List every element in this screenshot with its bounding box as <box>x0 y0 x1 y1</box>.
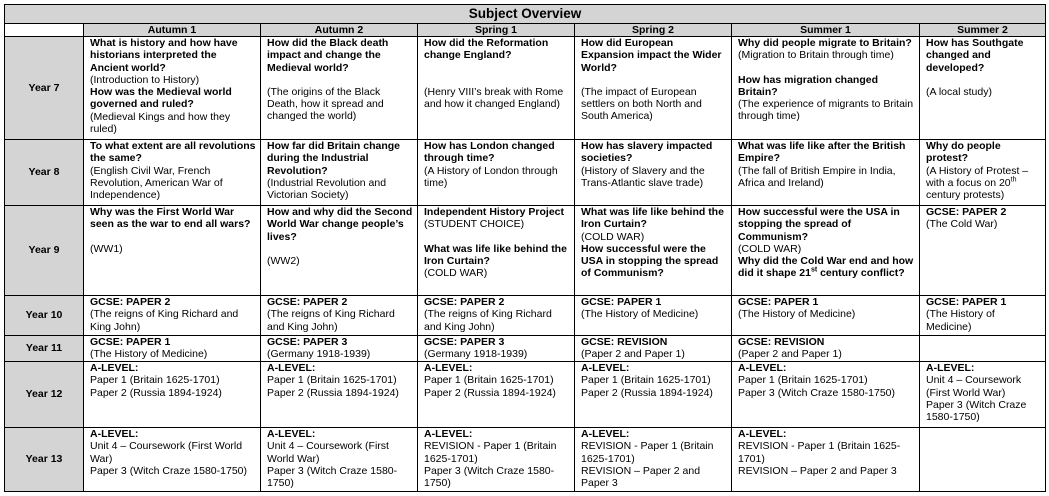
cell-text: (Introduction to History) <box>90 73 200 86</box>
cell-heading: What was life like after the British Empire? <box>738 140 906 165</box>
cell-heading: How successful were the USA in stopping the spread of Communism? <box>581 242 719 280</box>
cell-text: (WW1) <box>90 242 123 255</box>
cell-heading: A-LEVEL: <box>424 362 473 374</box>
cell-heading: A-LEVEL: <box>581 428 630 440</box>
cell-text: REVISION - Paper 1 (Britain 1625-1701) <box>424 440 557 465</box>
cell-text: Paper 2 (Russia 1894-1924) <box>581 386 713 399</box>
column-header: Spring 1 <box>418 24 575 37</box>
cell-text: Paper 1 (Britain 1625-1701) <box>267 374 397 387</box>
cell-heading: GCSE: PAPER 2 <box>90 296 171 308</box>
cell-text: Paper 3 (Witch Craze 1580-1750) <box>738 386 895 399</box>
table-cell <box>84 37 261 140</box>
cell-text: Paper 1 (Britain 1625-1701) <box>581 374 711 387</box>
table-row <box>5 140 1046 206</box>
cell-text: (The History of Medicine) <box>738 308 856 321</box>
cell-heading: GCSE: PAPER 2 <box>267 296 348 308</box>
cell-heading: A-LEVEL: <box>738 428 787 440</box>
corner-cell <box>5 24 84 37</box>
table-cell <box>732 140 920 206</box>
cell-text: (The History of Medicine) <box>90 348 208 361</box>
cell-text: (COLD WAR) <box>738 242 802 255</box>
subject-overview-table <box>4 4 1046 492</box>
cell-heading: How has slavery impacted societies? <box>581 140 713 165</box>
table-cell <box>84 336 261 362</box>
table-cell <box>920 428 1046 492</box>
cell-heading: GCSE: PAPER 3 <box>267 336 348 348</box>
table-cell <box>84 206 261 296</box>
table-row <box>5 206 1046 296</box>
cell-heading: A-LEVEL: <box>738 362 787 374</box>
cell-text: (Migration to Britain through time) <box>738 49 894 62</box>
cell-text: (A History of Protest – with a focus on 20th century protests) <box>926 164 1029 202</box>
cell-text: Paper 1 (Britain 1625-1701) <box>738 374 868 387</box>
cell-text: Paper 2 (Russia 1894-1924) <box>267 386 399 399</box>
table-cell <box>418 140 575 206</box>
table-cell <box>84 140 261 206</box>
cell-heading: GCSE: REVISION <box>738 336 825 348</box>
cell-text: (Paper 2 and Paper 1) <box>738 348 842 361</box>
cell-text: REVISION - Paper 1 (Britain 1625-1701) <box>738 440 901 465</box>
cell-heading: GCSE: REVISION <box>581 336 668 348</box>
row-header: Year 7 <box>5 37 84 140</box>
table-cell <box>261 428 418 492</box>
cell-text: (English Civil War, French Revolution, American War of Independence) <box>90 164 223 202</box>
table-cell <box>732 37 920 140</box>
table-cell <box>920 206 1046 296</box>
table-cell <box>418 336 575 362</box>
cell-text: Paper 3 (Witch Craze 1580-1750) <box>267 464 398 490</box>
cell-text: (Germany 1918-1939) <box>267 348 371 361</box>
cell-heading: How successful were the USA in stopping the spread of Communism? <box>738 206 900 243</box>
table-row <box>5 428 1046 492</box>
cell-text: (The fall of British Empire in India, Africa and Ireland) <box>738 164 896 189</box>
row-header: Year 10 <box>5 296 84 336</box>
table-cell <box>575 428 732 492</box>
table-row <box>5 296 1046 336</box>
cell-heading: How has Southgate changed and developed? <box>926 37 1024 74</box>
cell-heading: Why do people protest? <box>926 140 1001 165</box>
cell-text: (History of Slavery and the Trans-Atlantic slave trade) <box>581 164 705 189</box>
cell-heading: Why did the Cold War end and how did it shape 21st century conflict? <box>738 255 914 280</box>
table-cell <box>84 296 261 336</box>
cell-heading: A-LEVEL: <box>267 428 316 440</box>
cell-heading: GCSE: PAPER 1 <box>738 296 819 308</box>
cell-text: REVISION - Paper 1 (Britain 1625-1701) <box>581 440 714 465</box>
row-header: Year 9 <box>5 206 84 296</box>
cell-heading: Why was the First World War seen as the war to end all wars? <box>90 206 251 231</box>
table-title: Subject Overview <box>5 5 1046 24</box>
table-cell <box>575 140 732 206</box>
table-cell <box>575 362 732 428</box>
cell-heading: What was life like behind the Iron Curtain? <box>581 206 724 231</box>
row-header: Year 11 <box>5 336 84 362</box>
cell-text: (The origins of the Black Death, how it spread and changed the world) <box>267 85 384 123</box>
table-cell <box>575 296 732 336</box>
table-cell <box>732 336 920 362</box>
table-cell <box>732 362 920 428</box>
cell-text: Unit 4 – Coursework (First World War) <box>90 440 243 465</box>
cell-text: (WW2) <box>267 254 300 267</box>
table-cell <box>920 296 1046 336</box>
cell-text: Paper 1 (Britain 1625-1701) <box>90 374 220 387</box>
cell-heading: A-LEVEL: <box>267 362 316 374</box>
row-header: Year 13 <box>5 428 84 492</box>
table-cell <box>418 428 575 492</box>
cell-heading: How has migration changed Britain? <box>738 73 879 98</box>
table-cell <box>920 336 1046 362</box>
cell-heading: How did the Reformation change England? <box>424 37 549 62</box>
table-cell <box>732 296 920 336</box>
table-cell <box>261 206 418 296</box>
table-cell <box>920 37 1046 140</box>
cell-text: (The reigns of King Richard and King John) <box>267 308 395 333</box>
cell-heading: GCSE: PAPER 1 <box>90 336 171 348</box>
table-cell <box>418 296 575 336</box>
cell-heading: Why did people migrate to Britain? <box>738 37 912 49</box>
cell-text: (The reigns of King Richard and King John) <box>90 308 239 333</box>
cell-heading: How did European Expansion impact the Wider World? <box>581 37 722 74</box>
cell-heading: GCSE: PAPER 3 <box>424 336 505 348</box>
cell-text: Paper 2 (Russia 1894-1924) <box>424 386 556 399</box>
cell-heading: GCSE: PAPER 2 <box>424 296 505 308</box>
table-cell <box>732 206 920 296</box>
table-cell <box>261 37 418 140</box>
cell-text: Paper 1 (Britain 1625-1701) <box>424 374 554 387</box>
cell-heading: Independent History Project <box>424 206 565 218</box>
cell-heading: GCSE: PAPER 1 <box>581 296 662 308</box>
cell-heading: GCSE: PAPER 2 <box>926 206 1007 218</box>
cell-text: (Industrial Revolution and Victorian Society) <box>267 176 387 202</box>
table-cell <box>261 336 418 362</box>
table-cell <box>261 362 418 428</box>
cell-text: (COLD WAR) <box>424 267 488 280</box>
cell-text: REVISION – Paper 2 and Paper 3 <box>581 464 701 490</box>
table-cell <box>418 37 575 140</box>
cell-text: Paper 2 (Russia 1894-1924) <box>90 386 222 399</box>
column-header: Summer 1 <box>732 24 920 37</box>
cell-heading: What was life like behind the Iron Curtain? <box>424 242 567 267</box>
table-cell <box>261 296 418 336</box>
cell-heading: A-LEVEL: <box>424 428 473 440</box>
cell-heading: A-LEVEL: <box>581 362 630 374</box>
table-cell <box>418 206 575 296</box>
table-cell <box>575 37 732 140</box>
cell-text: (A local study) <box>926 85 992 98</box>
table-cell <box>575 336 732 362</box>
cell-heading: How was the Medieval world governed and ruled? <box>90 86 232 111</box>
cell-text: Unit 4 – Coursework (First World War) <box>267 440 389 465</box>
cell-heading: How far did Britain change during the Industrial Revolution? <box>267 140 401 177</box>
cell-heading: What is history and how have historians interpreted the Ancient world? <box>90 37 238 74</box>
column-header: Spring 2 <box>575 24 732 37</box>
cell-text: (Paper 2 and Paper 1) <box>581 348 685 361</box>
row-header: Year 8 <box>5 140 84 206</box>
cell-text: (The reigns of King Richard and King John) <box>424 308 552 333</box>
cell-heading: A-LEVEL: <box>90 428 139 440</box>
table-cell <box>84 428 261 492</box>
cell-heading: How has London changed through time? <box>424 140 555 165</box>
table-cell <box>575 206 732 296</box>
cell-text: Paper 3 (Witch Craze 1580-1750) <box>424 464 555 490</box>
column-header: Autumn 1 <box>84 24 261 37</box>
table-row <box>5 37 1046 140</box>
table-row <box>5 336 1046 362</box>
cell-text: (The impact of European settlers on both North and South America) <box>581 85 702 123</box>
table-cell <box>732 428 920 492</box>
cell-text: Paper 3 (Witch Craze 1580-1750) <box>90 464 247 477</box>
cell-text: (The Cold War) <box>926 218 998 231</box>
table-row <box>5 362 1046 428</box>
cell-text: (Medieval Kings and how they ruled) <box>90 110 231 136</box>
cell-text: REVISION – Paper 2 and Paper 3 <box>738 464 897 477</box>
cell-heading: A-LEVEL: <box>90 362 139 374</box>
column-header: Autumn 2 <box>261 24 418 37</box>
cell-text: (A History of London through time) <box>424 164 558 189</box>
table-cell <box>84 362 261 428</box>
cell-text: (COLD WAR) <box>581 230 645 243</box>
cell-text: (Germany 1918-1939) <box>424 348 528 361</box>
cell-heading: How did the Black death impact and change the Medieval world? <box>267 37 389 74</box>
table-cell <box>261 140 418 206</box>
cell-text: (STUDENT CHOICE) <box>424 218 525 231</box>
cell-heading: To what extent are all revolutions the same? <box>90 140 256 165</box>
column-header: Summer 2 <box>920 24 1046 37</box>
cell-text: (The experience of migrants to Britain through time) <box>738 98 914 123</box>
cell-text: (Henry VIII’s break with Rome and how it changed England) <box>424 85 564 110</box>
cell-heading: GCSE: PAPER 1 <box>926 296 1007 308</box>
table-cell <box>418 362 575 428</box>
row-header: Year 12 <box>5 362 84 428</box>
cell-text: Unit 4 – Coursework (First World War) <box>926 374 1022 399</box>
table-cell <box>920 362 1046 428</box>
cell-heading: How and why did the Second World War change people’s lives? <box>267 206 413 243</box>
cell-text: Paper 3 (Witch Craze 1580-1750) <box>926 398 1027 424</box>
table-cell <box>920 140 1046 206</box>
cell-text: (The History of Medicine) <box>926 308 995 333</box>
cell-heading: A-LEVEL: <box>926 362 975 374</box>
cell-text: (The History of Medicine) <box>581 308 699 321</box>
